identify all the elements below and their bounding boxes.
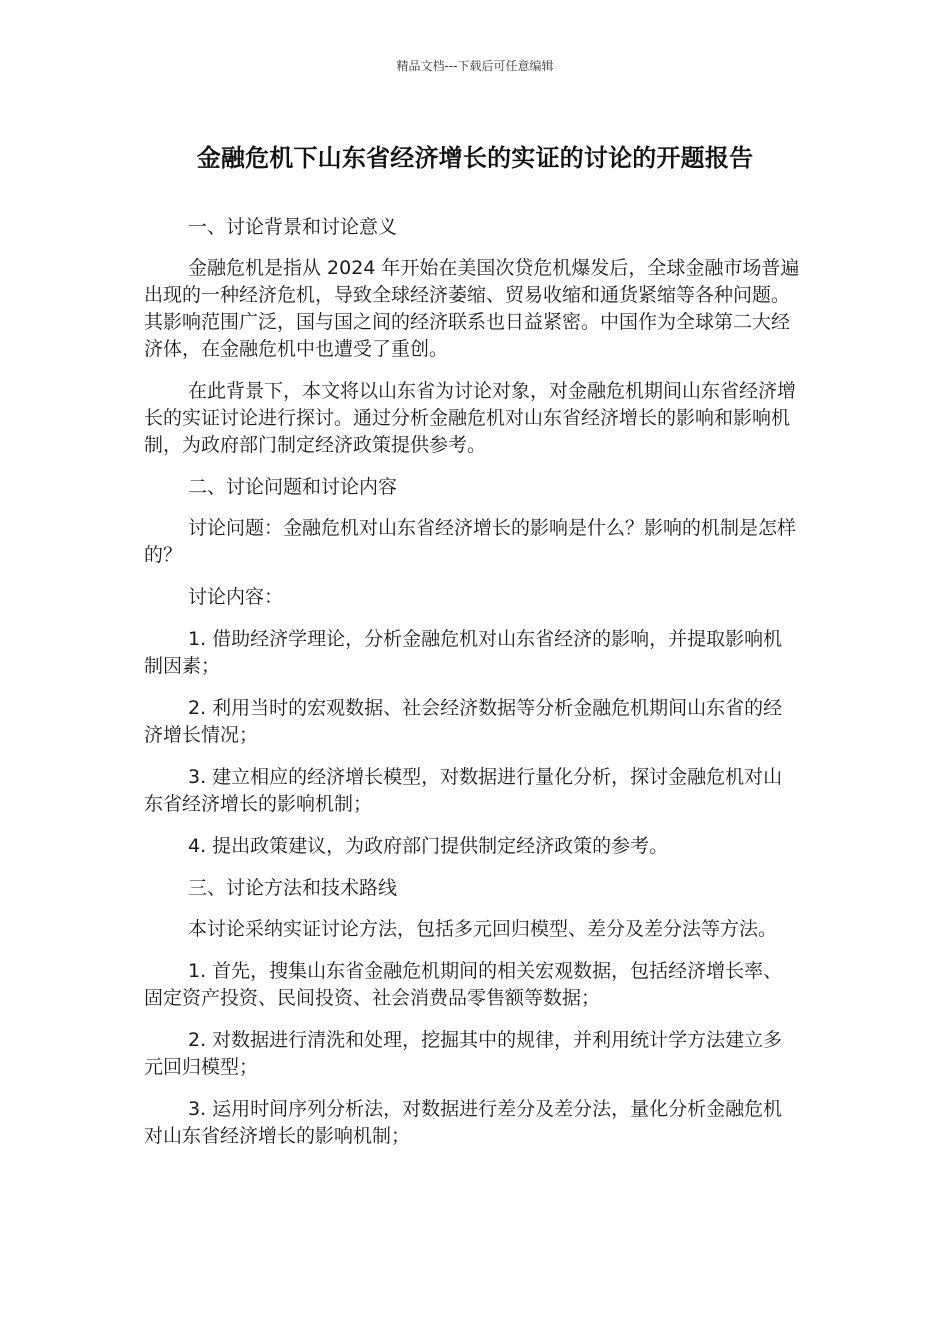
document-body [144, 214, 800, 1165]
paragraph-methods-intro: 本讨论采纳实证讨论方法，包括多元回归模型、差分及差分法等方法。 [188, 918, 778, 940]
section-heading-questions: 二、讨论问题和讨论内容 [188, 476, 398, 498]
list-item-content-2: 2. 利用当时的宏观数据、社会经济数据等分析金融危机期间山东省的经济增长情况； [144, 697, 783, 746]
paragraph-crisis-definition: 金融危机是指从 2024 年开始在美国次贷危机爆发后，全球金融市场普遍出现的一种经济危机，导致全球经济萎缩、贸易收缩和通货紧缩等各种问题。其影响范围广泛，国与国之间的经济联系也日益紧密。中国作为全球第二大经济体，在金融危机中也遭受了重创。 [144, 257, 800, 360]
section-heading-methods: 三、讨论方法和技术路线 [188, 877, 398, 899]
list-item-content-1: 1. 借助经济学理论，分析金融危机对山东省经济的影响，并提取影响机制因素； [144, 628, 783, 677]
document-title: 金融危机下山东省经济增长的实证的讨论的开题报告 [196, 144, 754, 172]
list-item-content-3: 3. 建立相应的经济增长模型，对数据进行量化分析，探讨金融危机对山东省经济增长的影响机制； [144, 766, 783, 815]
page-header: 精品文档---下载后可任意编辑 [396, 59, 554, 73]
paragraph-research-scope: 在此背景下，本文将以山东省为讨论对象，对金融危机期间山东省经济增长的实证讨论进行探讨。通过分析金融危机对山东省经济增长的影响和影响机制，为政府部门制定经济政策提供参考。 [144, 380, 797, 456]
list-item-method-1: 1. 首先，搜集山东省金融危机期间的相关宏观数据，包括经济增长率、固定资产投资、民间投资、社会消费品零售额等数据； [144, 960, 783, 1009]
list-item-content-4: 4. 提出政策建议，为政府部门提供制定经济政策的参考。 [188, 835, 669, 857]
list-item-method-3: 3. 运用时间序列分析法，对数据进行差分及差分法，量化分析金融危机对山东省经济增长的影响机制； [144, 1098, 783, 1147]
list-item-method-2: 2. 对数据进行清洗和处理，挖掘其中的规律，并利用统计学方法建立多元回归模型； [144, 1029, 783, 1078]
paragraph-content-label: 讨论内容： [188, 586, 284, 608]
section-heading-background: 一、讨论背景和讨论意义 [188, 216, 398, 238]
paragraph-research-question: 讨论问题：金融危机对山东省经济增长的影响是什么？影响的机制是怎样的？ [144, 517, 797, 566]
